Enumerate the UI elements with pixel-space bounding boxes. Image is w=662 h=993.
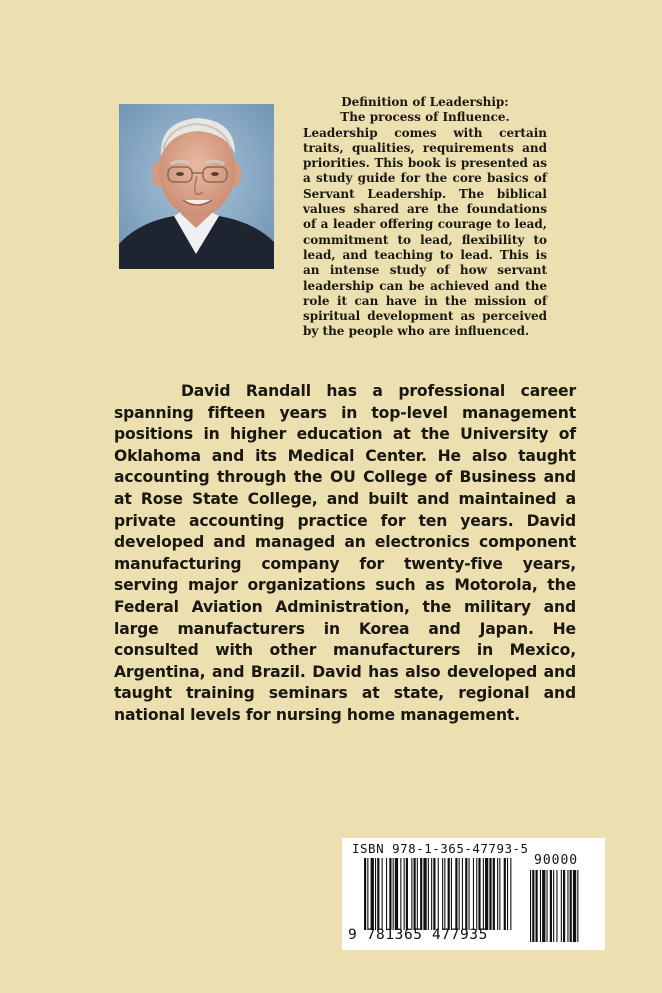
author-photo: [119, 104, 274, 269]
isbn-barcode: [342, 838, 605, 950]
author-bio: David Randall has a professional career spanning fifteen years in top-level management positions in higher education at the University of Oklahoma and its Medical Center. He also taught accounting through the OU College of Business and at Rose State College, and built and maintained a private accounting practice for ten years. David developed and managed an electronics component manufacturing company for twenty-five years, serving major organizations such as Motorola, the Federal Aviation Administration, the military and large manufacturers in Korea and Japan. He consulted with other manufacturers in Mexico, Argentina, and Brazil. David has also developed and taught training seminars at state, regional and national levels for nursing home management.: [114, 382, 576, 724]
definition-body: Leadership comes with certain traits, qualities, requirements and priorities. This book is presented as a study guide for the core basics of Servant Leadership. The biblical values shared are the foundations of a leader offering courage to lead, commitment to lead, flexibility to lead, and teaching to lead. This is an intense study of how servant leadership can be achieved and the role it can have in the mission of spiritual development as perceived by the people who are influenced.: [303, 125, 547, 339]
leadership-definition: [303, 95, 547, 340]
isbn-label: ISBN 978-1-365-47793-5: [352, 841, 529, 856]
ean-digits: 9 781365 477935: [348, 927, 488, 943]
definition-heading: Definition of Leadership:: [341, 95, 509, 109]
price-code: 90000: [534, 853, 579, 868]
author-portrait-image: [119, 104, 274, 269]
definition-subheading: The process of Influence.: [340, 110, 510, 125]
